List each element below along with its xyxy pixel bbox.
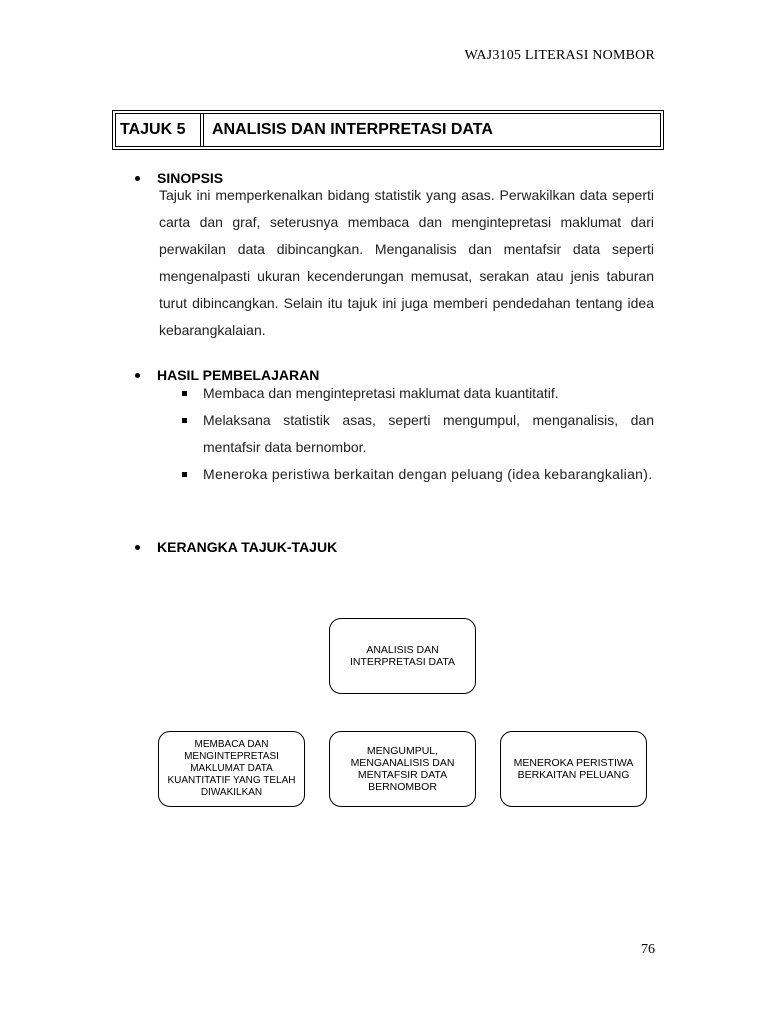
topic-title: ANALISIS DAN INTERPRETASI DATA xyxy=(212,121,493,138)
outcome-item: Melaksana statistik asas, seperti mengumpul, menganalisis, dan mentafsir data bernombor. xyxy=(180,407,654,461)
outcome-item: Membaca dan mengintepretasi maklumat data kuantitatif. xyxy=(180,380,654,407)
bullet-icon xyxy=(135,176,140,181)
framework-heading xyxy=(135,539,337,555)
bullet-icon xyxy=(135,373,140,378)
framework-child-node: MEMBACA DAN MENGINTEPRETASI MAKLUMAT DATA KUANTITATIF YANG TELAH DIWAKILKAN xyxy=(158,731,305,807)
framework-heading-label: KERANGKA TAJUK-TAJUK xyxy=(157,539,338,555)
topic-title-inner xyxy=(115,113,661,147)
topic-number: TAJUK 5 xyxy=(116,114,204,146)
synopsis-body: Tajuk ini memperkenalkan bidang statistik yang asas. Perwakilkan data seperti carta dan graf, seterusnya membaca dan mengintepretasi maklumat dari perwakilan data dibincangkan. Menganalisis dan mentafsir data seperti mengenalpasti ukuran kecenderungan memusat, serakan atau jenis taburan turut dibincangkan. Selain itu tajuk ini juga memberi pendedahan tentang idea kebarangkalaian. xyxy=(159,187,654,338)
topic-title-box xyxy=(112,110,664,150)
framework-root-node: ANALISIS DAN INTERPRETASI DATA xyxy=(329,618,476,694)
outcomes-heading-label: HASIL PEMBELAJARAN xyxy=(157,367,320,383)
outcome-item: Meneroka peristiwa berkaitan dengan peluang (idea kebarangkalian). xyxy=(180,461,654,488)
bullet-icon xyxy=(135,545,140,550)
framework-child-node: MENEROKA PERISTIWA BERKAITAN PELUANG xyxy=(500,731,647,807)
framework-child-node: MENGUMPUL, MENGANALISIS DAN MENTAFSIR DATA BERNOMBOR xyxy=(329,731,476,807)
page-number: 76 xyxy=(641,942,655,957)
synopsis-heading-label: SINOPSIS xyxy=(157,170,224,186)
outcomes-list xyxy=(180,380,654,488)
course-header: WAJ3105 LITERASI NOMBOR xyxy=(464,48,655,63)
